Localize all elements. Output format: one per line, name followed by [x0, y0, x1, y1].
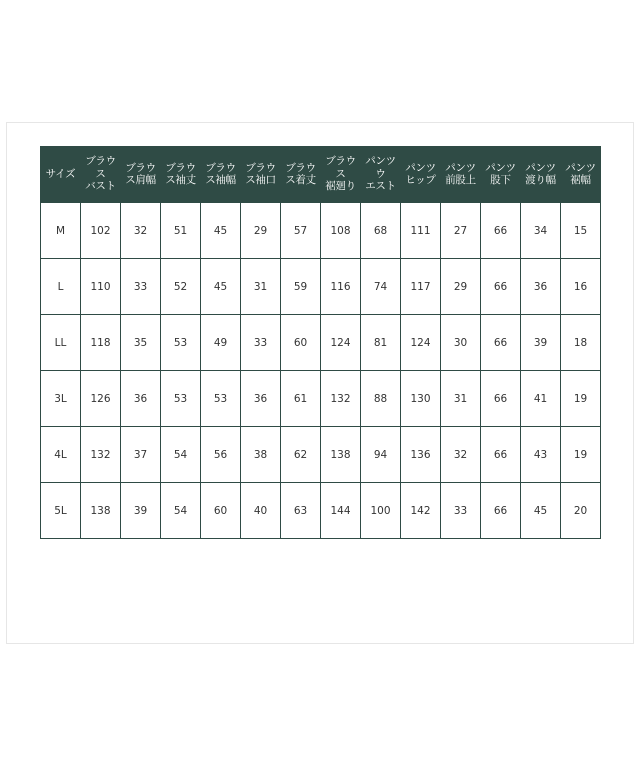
table-row [41, 371, 601, 427]
size-chart-table [40, 146, 601, 539]
measurement-cell: 59 [281, 259, 321, 315]
measurement-cell: 100 [361, 483, 401, 539]
header-pants-hem-width: パンツ 裾幅 [561, 146, 601, 203]
measurement-cell: 45 [201, 259, 241, 315]
measurement-cell: 31 [241, 259, 281, 315]
measurement-cell: 49 [201, 315, 241, 371]
measurement-cell: 54 [161, 427, 201, 483]
measurement-cell: 66 [481, 203, 521, 259]
header-pants-thigh: パンツ 渡り幅 [521, 146, 561, 203]
measurement-cell: 41 [521, 371, 561, 427]
measurement-cell: 136 [401, 427, 441, 483]
measurement-cell: 60 [201, 483, 241, 539]
measurement-cell: 32 [441, 427, 481, 483]
measurement-cell: 63 [281, 483, 321, 539]
measurement-cell: 18 [561, 315, 601, 371]
measurement-cell: 29 [441, 259, 481, 315]
size-label-cell: LL [41, 315, 81, 371]
measurement-cell: 39 [121, 483, 161, 539]
measurement-cell: 110 [81, 259, 121, 315]
measurement-cell: 60 [281, 315, 321, 371]
header-pants-inseam: パンツ 股下 [481, 146, 521, 203]
measurement-cell: 36 [521, 259, 561, 315]
header-row [41, 146, 601, 203]
measurement-cell: 53 [161, 371, 201, 427]
measurement-cell: 111 [401, 203, 441, 259]
measurement-cell: 19 [561, 371, 601, 427]
measurement-cell: 33 [241, 315, 281, 371]
measurement-cell: 16 [561, 259, 601, 315]
measurement-cell: 37 [121, 427, 161, 483]
header-blouse-sleeve-width: ブラウ ス袖幅 [201, 146, 241, 203]
measurement-cell: 124 [321, 315, 361, 371]
header-blouse-shoulder: ブラウ ス肩幅 [121, 146, 161, 203]
measurement-cell: 57 [281, 203, 321, 259]
table-row [41, 483, 601, 539]
measurement-cell: 126 [81, 371, 121, 427]
measurement-cell: 38 [241, 427, 281, 483]
size-label-cell: L [41, 259, 81, 315]
measurement-cell: 33 [121, 259, 161, 315]
measurement-cell: 36 [121, 371, 161, 427]
measurement-cell: 66 [481, 483, 521, 539]
measurement-cell: 138 [81, 483, 121, 539]
measurement-cell: 32 [121, 203, 161, 259]
header-blouse-cuff: ブラウ ス袖口 [241, 146, 281, 203]
measurement-cell: 19 [561, 427, 601, 483]
measurement-cell: 66 [481, 371, 521, 427]
size-label-cell: M [41, 203, 81, 259]
measurement-cell: 52 [161, 259, 201, 315]
measurement-cell: 56 [201, 427, 241, 483]
header-pants-front-rise: パンツ 前股上 [441, 146, 481, 203]
measurement-cell: 132 [321, 371, 361, 427]
measurement-cell: 144 [321, 483, 361, 539]
measurement-cell: 35 [121, 315, 161, 371]
size-label-cell: 5L [41, 483, 81, 539]
size-label-cell: 4L [41, 427, 81, 483]
measurement-cell: 40 [241, 483, 281, 539]
measurement-cell: 29 [241, 203, 281, 259]
measurement-cell: 39 [521, 315, 561, 371]
measurement-cell: 132 [81, 427, 121, 483]
measurement-cell: 54 [161, 483, 201, 539]
measurement-cell: 36 [241, 371, 281, 427]
measurement-cell: 20 [561, 483, 601, 539]
measurement-cell: 27 [441, 203, 481, 259]
measurement-cell: 61 [281, 371, 321, 427]
measurement-cell: 45 [201, 203, 241, 259]
measurement-cell: 102 [81, 203, 121, 259]
measurement-cell: 66 [481, 427, 521, 483]
measurement-cell: 33 [441, 483, 481, 539]
measurement-cell: 74 [361, 259, 401, 315]
measurement-cell: 15 [561, 203, 601, 259]
measurement-cell: 68 [361, 203, 401, 259]
table-row [41, 427, 601, 483]
measurement-cell: 51 [161, 203, 201, 259]
measurement-cell: 108 [321, 203, 361, 259]
header-blouse-length: ブラウ ス着丈 [281, 146, 321, 203]
measurement-cell: 118 [81, 315, 121, 371]
table-row [41, 259, 601, 315]
measurement-cell: 66 [481, 315, 521, 371]
measurement-cell: 116 [321, 259, 361, 315]
table-row [41, 315, 601, 371]
measurement-cell: 62 [281, 427, 321, 483]
measurement-cell: 94 [361, 427, 401, 483]
size-label-cell: 3L [41, 371, 81, 427]
measurement-cell: 53 [201, 371, 241, 427]
measurement-cell: 88 [361, 371, 401, 427]
header-blouse-bust: ブラウス バスト [81, 146, 121, 203]
measurement-cell: 45 [521, 483, 561, 539]
header-blouse-sleeve-length: ブラウ ス袖丈 [161, 146, 201, 203]
table-body [41, 203, 601, 539]
measurement-cell: 53 [161, 315, 201, 371]
measurement-cell: 117 [401, 259, 441, 315]
header-blouse-hem: ブラウス 裾廻り [321, 146, 361, 203]
header-pants-hip: パンツ ヒップ [401, 146, 441, 203]
measurement-cell: 43 [521, 427, 561, 483]
measurement-cell: 31 [441, 371, 481, 427]
measurement-cell: 138 [321, 427, 361, 483]
measurement-cell: 124 [401, 315, 441, 371]
measurement-cell: 34 [521, 203, 561, 259]
measurement-cell: 142 [401, 483, 441, 539]
header-pants-waist: パンツウ エスト [361, 146, 401, 203]
table-row [41, 203, 601, 259]
measurement-cell: 130 [401, 371, 441, 427]
header-size: サイズ [41, 146, 81, 203]
measurement-cell: 81 [361, 315, 401, 371]
measurement-cell: 66 [481, 259, 521, 315]
measurement-cell: 30 [441, 315, 481, 371]
